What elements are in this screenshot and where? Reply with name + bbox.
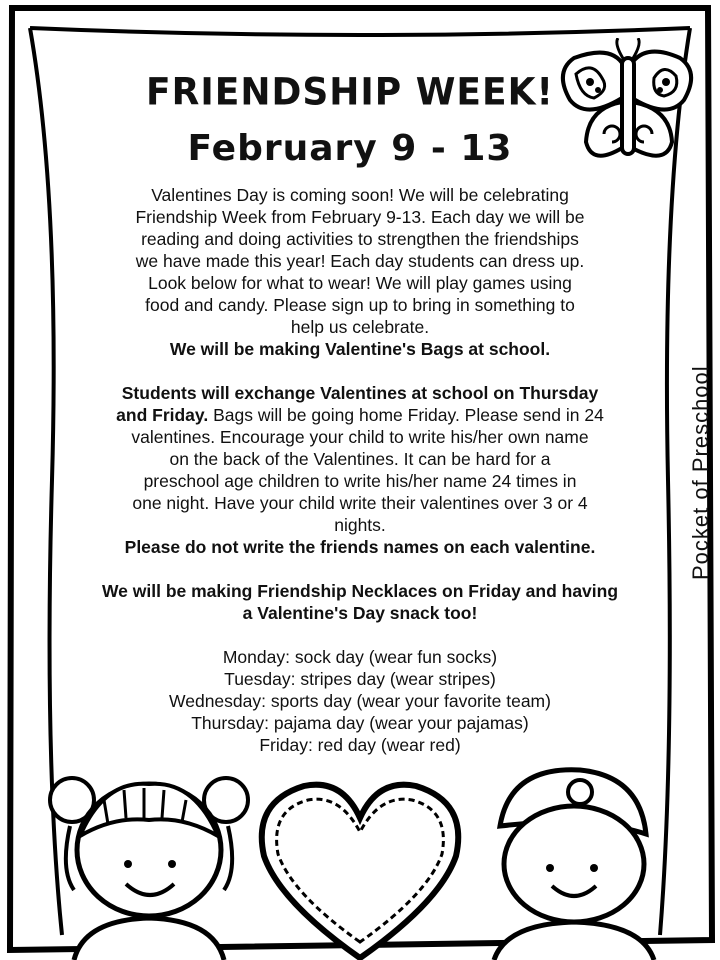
page-subtitle: February 9 - 13 (187, 128, 513, 169)
day-item: Thursday: pajama day (wear your pajamas) (191, 713, 529, 733)
exchange-note-line (82, 404, 638, 426)
exchange-bold: and Friday. (116, 405, 209, 425)
paragraph-line: food and candy. Please sign up to bring in something to (145, 295, 575, 315)
dress-up-days (82, 646, 638, 756)
girl-icon (44, 760, 254, 960)
paragraph-line: Look below for what to wear! We will play games using (148, 273, 572, 293)
paragraph-line: reading and doing activities to strengthen the friendships (141, 229, 579, 249)
side-credit: Pocket of Preschool (688, 365, 713, 580)
necklace-note: We will be making Friendship Necklaces on Friday and having (101, 581, 619, 601)
letter-body (82, 184, 638, 756)
paragraph-line: valentines. Encourage your child to write his/her own name (131, 427, 589, 447)
paragraph-line: Bags will be going home Friday. Please send in 24 (208, 405, 604, 425)
boy-icon (470, 756, 670, 960)
bags-note: We will be making Valentine's Bags at school. (169, 339, 551, 359)
butterfly-icon (552, 38, 702, 178)
paragraph-line: Valentines Day is coming soon! We will be celebrating (151, 185, 569, 205)
paragraph-line: help us celebrate. (290, 317, 430, 337)
paragraph-line: on the back of the Valentines. It can be hard for a (169, 449, 551, 469)
paragraph-line: nights. (334, 515, 386, 535)
heart-icon (250, 772, 470, 960)
day-item: Monday: sock day (wear fun socks) (222, 647, 498, 667)
paragraph-line: preschool age children to write his/her name 24 times in (143, 471, 577, 491)
day-item: Wednesday: sports day (wear your favorite team) (169, 691, 551, 711)
exchange-note: Students will exchange Valentines at school on Thursday (121, 383, 599, 403)
day-item: Friday: red day (wear red) (259, 735, 461, 755)
paragraph-line: Friendship Week from February 9-13. Each day we will be (135, 207, 585, 227)
day-item: Tuesday: stripes day (wear stripes) (224, 669, 496, 689)
paragraph-line: we have made this year! Each day students can dress up. (135, 251, 585, 271)
paragraph-line: one night. Have your child write their valentines over 3 or 4 (132, 493, 588, 513)
page-title: FRIENDSHIP WEEK! (146, 70, 554, 115)
names-note: Please do not write the friends names on each valentine. (124, 537, 596, 557)
necklace-note: a Valentine's Day snack too! (242, 603, 478, 623)
